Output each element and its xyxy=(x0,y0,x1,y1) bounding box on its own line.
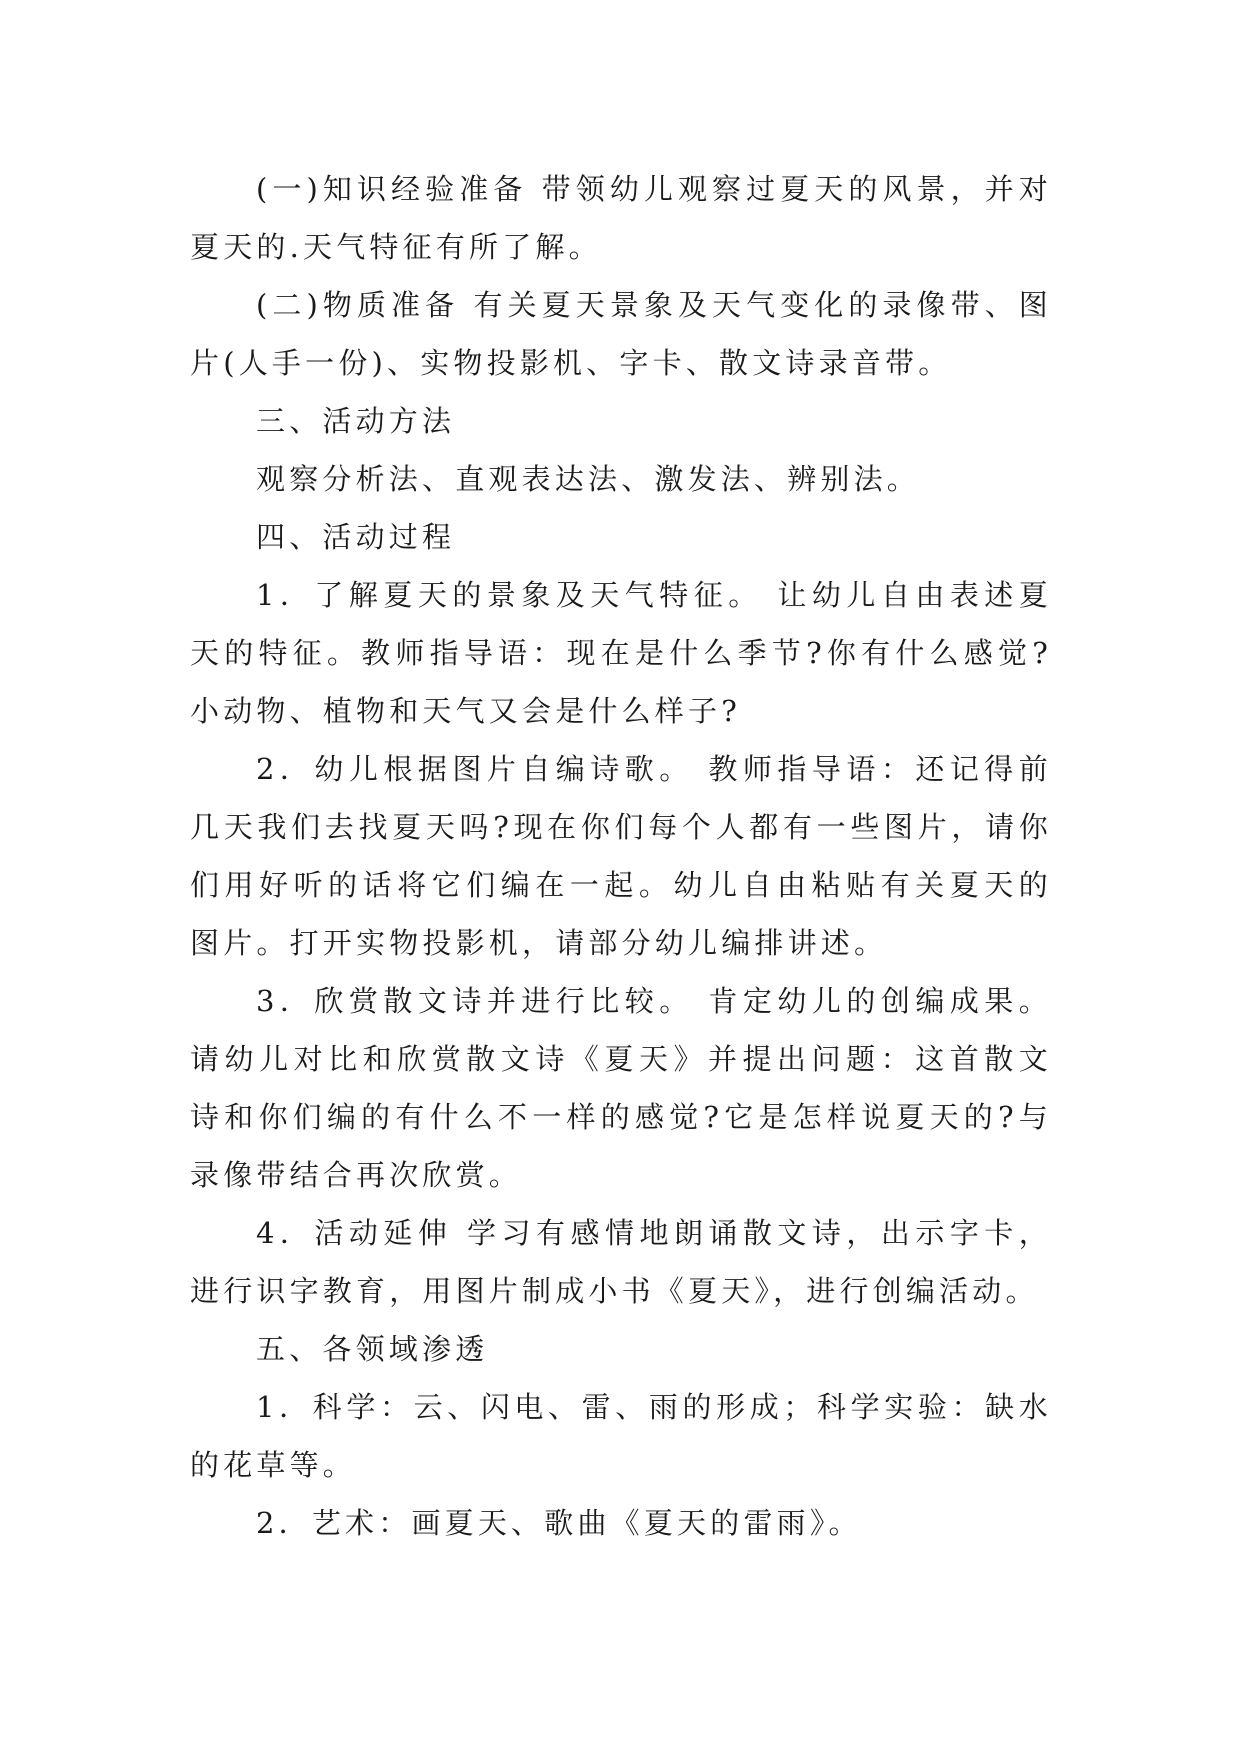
section-heading-activity-methods: 三、活动方法 xyxy=(256,404,456,438)
paragraph-step-2: 2．幼儿根据图片自编诗歌。 教师指导语：还记得前几天我们去找夏天吗?现在你们每个人都有一些图片，请你们用好听的话将它们编在一起。幼儿自由粘贴有关夏天的图片。打开实物投影机，请部分幼儿编排讲述。 xyxy=(190,752,1052,960)
paragraph-step-4: 4．活动延伸 学习有感情地朗诵散文诗，出示字卡，进行识字教育，用图片制成小书《夏天》，进行创编活动。 xyxy=(190,1216,1052,1308)
paragraph-knowledge-preparation: (一)知识经验准备 带领幼儿观察过夏天的风景，并对夏天的.天气特征有所了解。 xyxy=(190,172,1052,264)
paragraph-step-1: 1．了解夏天的景象及天气特征。 让幼儿自由表述夏天的特征。教师指导语：现在是什么季节?你有什么感觉?小动物、植物和天气又会是什么样子? xyxy=(190,578,1052,728)
paragraph-art: 2．艺术：画夏天、歌曲《夏天的雷雨》。 xyxy=(256,1506,862,1540)
paragraph-step-3: 3．欣赏散文诗并进行比较。 肯定幼儿的创编成果。请幼儿对比和欣赏散文诗《夏天》并提出问题：这首散文诗和你们编的有什么不一样的感觉?它是怎样说夏天的?与录像带结合再次欣赏。 xyxy=(190,984,1052,1192)
paragraph-methods-list: 观察分析法、直观表达法、激发法、辨别法。 xyxy=(256,462,921,496)
paragraph-science: 1．科学：云、闪电、雷、雨的形成；科学实验：缺水的花草等。 xyxy=(190,1390,1052,1482)
section-heading-activity-process: 四、活动过程 xyxy=(256,520,456,554)
document-body xyxy=(190,160,1052,1552)
section-heading-domain-integration: 五、各领域渗透 xyxy=(256,1332,489,1366)
paragraph-material-preparation: (二)物质准备 有关夏天景象及天气变化的录像带、图片(人手一份)、实物投影机、字卡、散文诗录音带。 xyxy=(190,288,1052,380)
